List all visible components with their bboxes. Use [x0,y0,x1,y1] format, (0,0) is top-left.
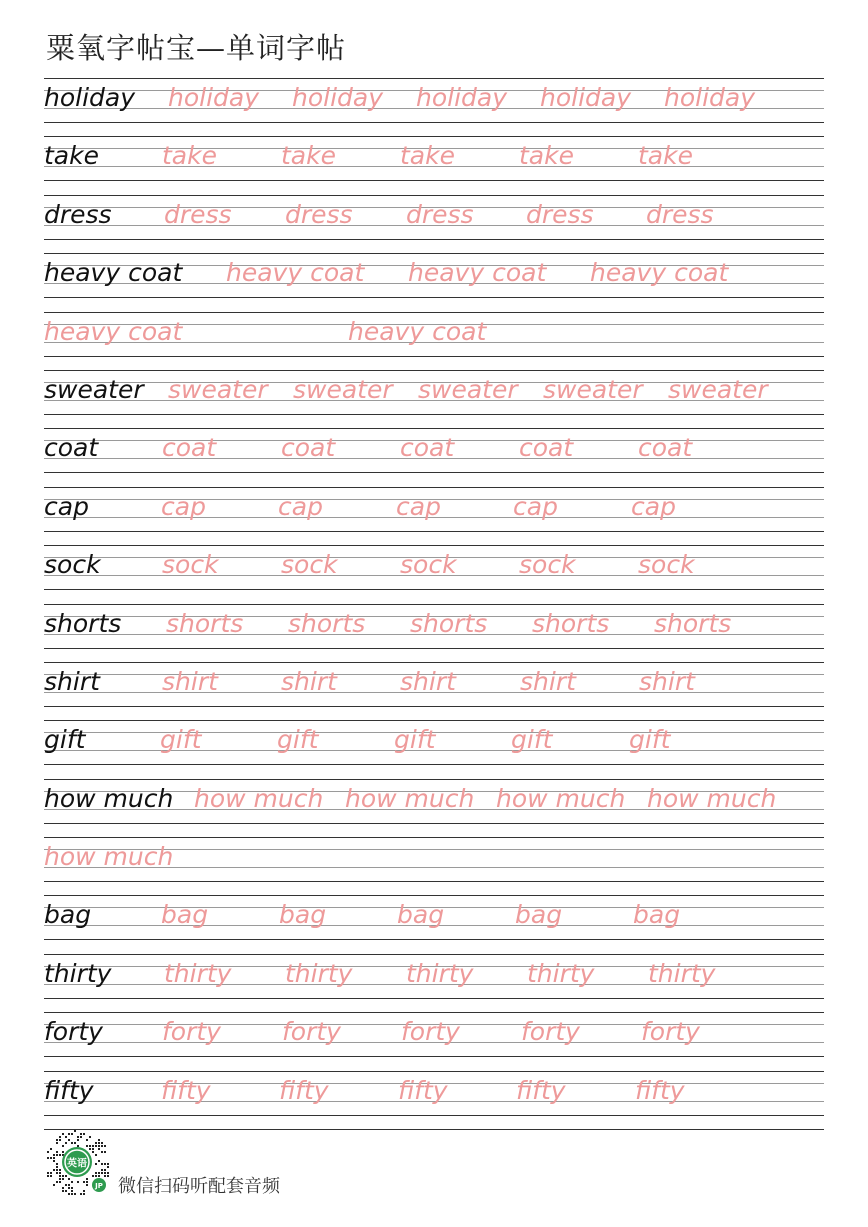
trace-word: coat [400,433,455,463]
ruling-line [44,239,824,240]
ruling-line [44,180,824,181]
qr-dot [86,1178,88,1180]
ruling-line [44,998,824,999]
trace-word: sweater [168,374,268,404]
trace-word: sweater [668,374,768,404]
qr-dot [74,1142,76,1144]
qr-dot [86,1184,88,1186]
qr-dot [62,1145,64,1147]
trace-word: how much [194,783,324,813]
ruling-line [44,297,824,298]
qr-dot [89,1148,91,1150]
ruling-line [44,122,824,123]
qr-dot [62,1190,64,1192]
qr-dot [107,1172,109,1174]
qr-dot [65,1142,67,1144]
qr-dot [98,1148,100,1150]
trace-word: thirty [648,958,716,988]
qr-dot [47,1157,49,1159]
trace-word: shirt [520,666,576,696]
qr-dot [59,1172,61,1174]
qr-code-icon [42,1128,112,1198]
trace-word: dress [646,199,714,229]
trace-word: gift [394,725,436,755]
trace-word: gift [511,725,553,755]
trace-word: fifty [516,1075,566,1105]
qr-dot [107,1163,109,1165]
trace-word: cap [631,491,676,521]
qr-dot [56,1169,58,1171]
ruling-line [44,1012,824,1013]
qr-dot [68,1139,70,1141]
qr-dot [68,1178,70,1180]
model-word: take [44,141,99,171]
qr-dot [47,1151,49,1153]
qr-dot [101,1142,103,1144]
qr-dot [98,1139,100,1141]
qr-dot [101,1169,103,1171]
qr-dot [68,1193,70,1195]
qr-dot [47,1175,49,1177]
qr-dot [56,1154,58,1156]
qr-dot [101,1151,103,1153]
model-word: cap [44,491,89,521]
qr-dot [53,1169,55,1171]
trace-word: sweater [543,374,643,404]
qr-dot [92,1151,94,1153]
practice-row [44,779,824,837]
ruling-line [44,779,824,780]
qr-dot [95,1163,97,1165]
trace-word: dress [164,199,232,229]
trace-word: cap [513,491,558,521]
qr-dot [68,1187,70,1189]
ruling-line [44,837,824,838]
practice-row [44,1012,824,1070]
trace-word: heavy coat [590,258,729,288]
model-word: shorts [44,608,122,638]
trace-word: dress [526,199,594,229]
qr-dot [77,1136,79,1138]
model-word: dress [44,199,112,229]
ruling-line [44,604,824,605]
qr-dot [104,1151,106,1153]
ruling-line [44,195,824,196]
trace-word: shorts [654,608,732,638]
qr-dot [53,1154,55,1156]
trace-word: thirty [406,958,474,988]
trace-word: coat [638,433,693,463]
qr-dot [50,1175,52,1177]
qr-dot [56,1142,58,1144]
qr-dot [80,1193,82,1195]
trace-word: heavy coat [226,258,365,288]
qr-dot [98,1142,100,1144]
qr-dot [104,1172,106,1174]
qr-dot [62,1187,64,1189]
qr-dot [71,1187,73,1189]
qr-dot [77,1145,79,1147]
qr-dot [59,1154,61,1156]
ruling-line [44,312,824,313]
qr-dot [65,1184,67,1186]
qr-dot [65,1190,67,1192]
qr-dot [56,1181,58,1183]
model-word: sweater [44,374,144,404]
ruling-line [44,720,824,721]
qr-dot [86,1145,88,1147]
qr-dot [50,1157,52,1159]
trace-word: coat [519,433,574,463]
trace-word: cap [278,491,323,521]
practice-row [44,720,824,778]
qr-dot [59,1169,61,1171]
qr-dot [62,1133,64,1135]
qr-dot [95,1175,97,1177]
ruling-line [44,1071,824,1072]
qr-dot [92,1175,94,1177]
qr-dot [104,1145,106,1147]
practice-row [44,136,824,194]
trace-word: shorts [288,608,366,638]
qr-dot [92,1145,94,1147]
ruling-line [44,253,824,254]
qr-dot [95,1142,97,1144]
qr-dot [56,1163,58,1165]
qr-dot [77,1181,79,1183]
footer-text: 微信扫码听配套音频 [118,1176,280,1197]
trace-word: fifty [398,1075,448,1105]
qr-dot [53,1160,55,1162]
qr-dot [107,1175,109,1177]
qr-dot [98,1145,100,1147]
trace-word: how much [345,783,475,813]
trace-word: bag [515,900,563,930]
trace-word: sock [400,550,457,580]
ruling-line [44,954,824,955]
trace-word: bag [279,900,327,930]
ruling-line [44,881,824,882]
practice-row [44,604,824,662]
trace-word: shorts [532,608,610,638]
trace-word: forty [282,1017,341,1047]
ruling-line [44,472,824,473]
ruling-line [44,823,824,824]
qr-badge-text: 英语 [67,1158,87,1170]
ruling-line [44,428,824,429]
qr-dot [98,1175,100,1177]
trace-word: bag [397,900,445,930]
qr-dot [107,1166,109,1168]
trace-word: sweater [293,374,393,404]
qr-dot [83,1133,85,1135]
trace-word: dress [406,199,474,229]
qr-dot [95,1172,97,1174]
qr-dot [62,1178,64,1180]
ruling-line [44,1056,824,1057]
trace-word: coat [162,433,217,463]
qr-dot [71,1190,73,1192]
practice-row [44,428,824,486]
ruling-line [44,939,824,940]
qr-dot [68,1133,70,1135]
qr-dot [74,1130,76,1132]
qr-dot [101,1163,103,1165]
qr-dot [101,1172,103,1174]
qr-dot [77,1139,79,1141]
trace-word: shirt [400,666,456,696]
trace-word: bag [161,900,209,930]
trace-word: forty [521,1017,580,1047]
qr-dot [59,1139,61,1141]
qr-dot [98,1160,100,1162]
qr-dot [104,1175,106,1177]
practice-row [44,195,824,253]
model-word: heavy coat [44,258,183,288]
trace-word: holiday [540,83,632,112]
qr-dot [104,1163,106,1165]
qr-dot [56,1151,58,1153]
qr-dot [95,1145,97,1147]
trace-word: thirty [164,958,232,988]
model-word: sock [44,550,101,580]
qr-dot [83,1190,85,1192]
trace-word: coat [281,433,336,463]
practice-row [44,895,824,953]
trace-word: gift [277,725,319,755]
trace-word: take [162,141,217,171]
trace-word: sweater [418,374,518,404]
trace-word: shorts [166,608,244,638]
qr-dot [98,1172,100,1174]
qr-dot [80,1133,82,1135]
trace-word: shirt [281,666,337,696]
qr-dot [59,1175,61,1177]
trace-word: how much [647,783,777,813]
trace-word: fifty [635,1075,685,1105]
ruling-line [44,648,824,649]
trace-word: forty [162,1017,221,1047]
ruling-line [44,589,824,590]
ruling-line [44,78,824,79]
ruling-line [44,414,824,415]
qr-dot [74,1193,76,1195]
trace-word: thirty [527,958,595,988]
ruling-line [44,356,824,357]
qr-dot [56,1172,58,1174]
qr-dot [56,1139,58,1141]
practice-row [44,78,824,136]
trace-word: dress [285,199,353,229]
trace-word: sock [519,550,576,580]
trace-word: take [638,141,693,171]
qr-dot [47,1172,49,1174]
trace-word: holiday [292,83,384,112]
ruling-line [44,1115,824,1116]
practice-row [44,1071,824,1129]
qr-dot [71,1193,73,1195]
practice-row [44,312,824,370]
trace-word: thirty [285,958,353,988]
practice-row [44,545,824,603]
model-word: fifty [44,1075,94,1105]
practice-row [44,487,824,545]
trace-word: shorts [410,608,488,638]
trace-word: holiday [416,83,508,112]
practice-row [44,662,824,720]
qr-dot [59,1136,61,1138]
qr-dot [65,1175,67,1177]
trace-word: shirt [639,666,695,696]
qr-dot [71,1133,73,1135]
trace-word: shirt [162,666,218,696]
qr-dot [53,1184,55,1186]
qr-dot [80,1136,82,1138]
qr-dot [62,1151,64,1153]
ruling-line [44,370,824,371]
trace-word: gift [629,725,671,755]
qr-dot [59,1178,61,1180]
trace-word: heavy coat [44,316,183,346]
trace-word: how much [496,783,626,813]
model-word: coat [44,433,99,463]
trace-word: bag [633,900,681,930]
trace-word: take [281,141,336,171]
practice-row [44,954,824,1012]
ruling-line [44,895,824,896]
practice-rows [44,78,824,1130]
qr-dot [89,1136,91,1138]
qr-dot [59,1181,61,1183]
trace-word: sock [638,550,695,580]
qr-dot [86,1139,88,1141]
footer [42,1128,442,1198]
qr-dot [104,1169,106,1171]
qr-dot [62,1175,64,1177]
qr-dot [71,1142,73,1144]
ruling-line [44,764,824,765]
trace-word: take [400,141,455,171]
model-word: bag [44,900,92,930]
trace-word: holiday [168,83,260,112]
model-word: shirt [44,666,100,696]
qr-dot [95,1154,97,1156]
trace-word: sock [281,550,338,580]
qr-dot [71,1181,73,1183]
ruling-line [44,136,824,137]
qr-dot [92,1148,94,1150]
qr-dot [56,1166,58,1168]
model-word: thirty [44,958,112,988]
trace-word: gift [160,725,202,755]
trace-word: forty [641,1017,700,1047]
trace-word: heavy coat [348,316,487,346]
page-title: 粟氧字帖宝—单词字帖 [46,31,347,65]
qr-corner-text: JP [95,1182,103,1190]
practice-row [44,370,824,428]
qr-dot [83,1181,85,1183]
qr-dot [89,1145,91,1147]
qr-dot [50,1172,52,1174]
ruling-line [44,545,824,546]
model-word: gift [44,725,86,755]
model-word: holiday [44,83,136,112]
trace-word: sock [162,550,219,580]
trace-word: forty [401,1017,460,1047]
qr-dot [65,1136,67,1138]
qr-dot [53,1157,55,1159]
trace-word: holiday [664,83,756,112]
trace-word: take [519,141,574,171]
trace-word: cap [396,491,441,521]
qr-dot [86,1181,88,1183]
qr-dot [50,1148,52,1150]
practice-row [44,837,824,895]
practice-row [44,253,824,311]
trace-word: fifty [161,1075,211,1105]
trace-word: heavy coat [408,258,547,288]
ruling-line [44,531,824,532]
trace-word: cap [161,491,206,521]
qr-dot [101,1145,103,1147]
qr-dot [68,1184,70,1186]
model-word: how much [44,783,174,813]
trace-word: fifty [279,1075,329,1105]
ruling-line [44,662,824,663]
qr-dot [83,1193,85,1195]
model-word: forty [44,1017,103,1047]
ruling-line [44,487,824,488]
ruling-line [44,706,824,707]
trace-word: how much [44,842,174,872]
